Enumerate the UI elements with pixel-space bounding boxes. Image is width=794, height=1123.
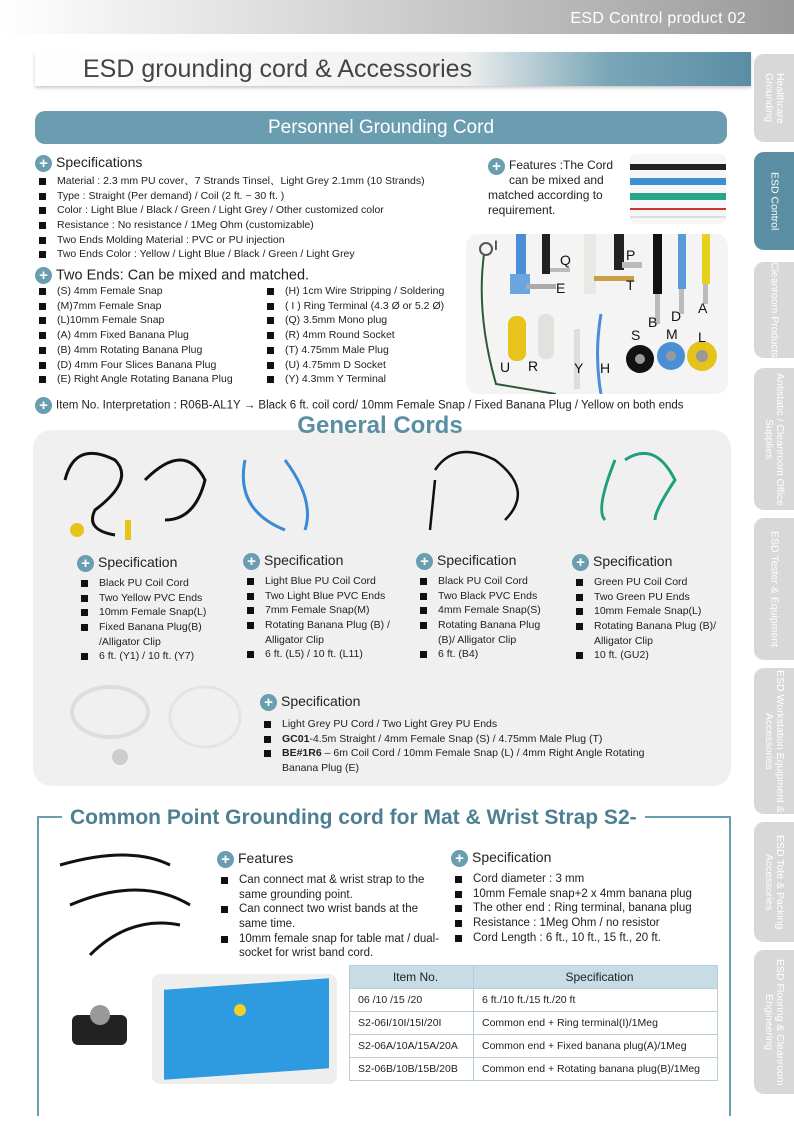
connector-label: Q [560,252,571,268]
connector-label: I [494,237,498,253]
item-text: – 6m Coil Cord / 10mm Female Snap (L) / 4mm Right Angle Rotating Banana Plug (E) [282,747,645,774]
plus-icon: + [451,850,468,867]
card-heading: Specification [437,552,517,568]
end-item: ( I ) Ring Terminal (4.3 Ø or 5.2 Ø) [263,299,444,314]
end-item: (D) 4mm Four Slices Banana Plug [35,358,263,373]
specs-heading: Specifications [56,154,143,170]
card-item: Light Blue PU Coil Cord [243,574,403,589]
feature-item: Can connect mat & wrist strap to the same grounding point. [217,873,449,902]
spec-heading: Specification [472,849,552,865]
end-item: (S) 4mm Female Snap [35,284,263,299]
cords-illustration [55,440,735,550]
cell: S2-06I/10I/15I/20I [350,1012,474,1035]
card-item: Two Green PU Ends [572,590,727,605]
spec-item: Resistance : 1Meg Ohm / no resistor [451,916,731,931]
spec-item: Material : 2.3 mm PU cover、7 Strands Tinsel、Light Grey 2.1mm (10 Strands) [35,174,475,189]
ends-heading: Two Ends: Can be mixed and matched. [56,267,310,284]
connector-label: Y [574,360,584,376]
connector-label: S [631,327,641,343]
end-item: (Q) 3.5mm Mono plug [263,313,444,328]
spec-card-blue [243,552,403,662]
section-label: ESD Control product 02 [570,10,746,27]
plus-icon: + [217,851,234,868]
card-item: Black PU Coil Cord [416,574,556,589]
card-item: 4mm Female Snap(S) [416,603,556,618]
spec-item: Resistance : No resistance / 1Meg Ohm (customizable) [35,218,475,233]
side-tab-cleanroom[interactable]: Cleanroom Products [754,262,794,358]
connector-label: L [698,329,706,345]
col-item-no: Item No. [350,966,474,989]
card-item: Two Black PVC Ends [416,589,556,604]
card-item: Two Light Blue PVC Ends [243,589,403,604]
card-item: Two Yellow PVC Ends [77,591,227,606]
card-item: Rotating Banana Plug (B)/ Alligator Clip [572,619,727,648]
cell: 6 ft./10 ft./15 ft./20 ft [474,989,718,1012]
end-item: (L)10mm Female Snap [35,313,263,328]
spec-item: The other end : Ring terminal, banana plug [451,901,731,916]
general-cords-title: General Cords [297,412,463,439]
feature-item: Can connect two wrist bands at the same time. [217,902,449,931]
side-tab-tester[interactable]: ESD Tester & Equipment [754,518,794,660]
cell: Common end + Fixed banana plug(A)/1Meg [474,1035,718,1058]
card-item: 10mm Female Snap(L) [572,604,727,619]
card-item: Fixed Banana Plug(B) /Alligator Clip [77,620,227,649]
spec-item: 10mm Female snap+2 x 4mm banana plug [451,887,731,902]
spec-item: Cord Length : 6 ft., 10 ft., 15 ft., 20 ft. [451,931,731,946]
common-features [217,850,449,961]
card-heading: Specification [281,693,361,709]
plus-icon: + [243,553,260,570]
spec-item: Two Ends Molding Material : PVC or PU injection [35,233,475,248]
end-item: (T) 4.75mm Male Plug [263,343,444,358]
plus-icon: + [35,267,52,284]
spec-item: Two Ends Color : Yellow / Light Blue / Black / Green / Light Grey [35,247,475,262]
features-note [488,158,623,218]
common-spec [451,849,731,945]
table-row [350,1035,718,1058]
plus-icon: + [77,555,94,572]
side-tab-office[interactable]: Antistatic / Cleanroom Office Supplies [754,368,794,510]
banner-text: Personnel Grounding Cord [267,117,495,138]
cell: S2-06B/10B/15B/20B [350,1058,474,1081]
connector-label: H [600,360,611,376]
connectors-photo [466,234,728,394]
table-row [350,1012,718,1035]
title-bar [35,52,751,86]
card-item: Rotating Banana Plug (B)/ Alligator Clip [416,618,556,647]
side-tab-esd-control[interactable]: ESD Control [754,152,794,250]
plus-icon: + [35,397,52,414]
card-item: 6 ft. (Y1) / 10 ft. (Y7) [77,649,227,664]
end-item: (R) 4mm Round Socket [263,328,444,343]
spec-card-grey [260,693,680,776]
cord-colors-photo [630,154,726,224]
connector-label: E [556,280,566,296]
spec-item: Type : Straight (Per demand) / Coil (2 ft. ~ 30 ft. ) [35,189,475,204]
card-item: 7mm Female Snap(M) [243,603,403,618]
item-table [349,965,718,1081]
card-item: 10 ft. (GU2) [572,648,727,663]
card-item [260,717,680,732]
card-item: Black PU Coil Cord [77,576,227,591]
card-item [260,746,680,775]
connector-label: B [648,314,658,330]
connector-label: A [698,300,708,316]
item-code: GC01 [282,732,310,745]
plus-icon: + [572,554,589,571]
header-bar [0,0,794,34]
grey-cord-illustration [65,672,245,772]
section-banner [35,111,727,144]
item-text: -4.5m Straight / 4mm Female Snap (S) / 4.75mm Male Plug (T) [309,732,603,745]
card-heading: Specification [593,553,673,569]
connector-label: M [666,326,678,342]
spec-item: Color : Light Blue / Black / Green / Light Grey / Other customized color [35,203,475,218]
features-heading: Features [238,850,294,866]
connector-label: T [626,277,635,293]
card-item: 10mm Female Snap(L) [77,605,227,620]
end-item: (B) 4mm Rotating Banana Plug [35,343,263,358]
cell: Common end + Ring terminal(I)/1Meg [474,1012,718,1035]
end-item: (M)7mm Female Snap [35,299,263,314]
features-text: Features :The Cord can be mixed and matched according to requirement. [488,158,614,217]
card-item: Green PU Coil Cord [572,575,727,590]
connector-label: D [671,308,682,324]
end-item: (Y) 4.3mm Y Terminal [263,372,444,387]
end-item: (U) 4.75mm D Socket [263,358,444,373]
common-point-title: Common Point Grounding cord for Mat & Wrist Strap S2- [62,806,645,830]
table-row [350,989,718,1012]
card-heading: Specification [264,552,344,568]
common-cord-illustration [50,845,210,965]
table-row [350,1058,718,1081]
connector-label: U [500,359,511,375]
specifications-block [35,154,475,387]
cell: 06 /10 /15 /20 [350,989,474,1012]
plus-icon: + [488,158,505,175]
spec-item: Cord diameter : 3 mm [451,872,731,887]
plus-icon: + [260,694,277,711]
side-tab-workstation[interactable]: ESD Workstation Equipment & Accessories [754,668,794,814]
end-item: (A) 4mm Fixed Banana Plug [35,328,263,343]
end-item: (E) Right Angle Rotating Banana Plug [35,372,263,387]
mat-photo [152,974,337,1084]
table-header-row [350,966,718,989]
feature-item: 10mm female snap for table mat / dual-socket for wrist band cord. [217,932,449,961]
spec-card-green [572,553,727,663]
cell: S2-06A/10A/15A/20A [350,1035,474,1058]
connector-label: R [528,358,539,374]
cell: Common end + Rotating banana plug(B)/1Meg [474,1058,718,1081]
plus-icon: + [416,553,433,570]
spec-card-black [77,554,227,664]
dual-socket-illustration [60,990,140,1060]
card-item [260,732,680,747]
item-text: Light Grey PU Cord / Two Light Grey PU Ends [282,717,498,730]
plus-icon: + [35,155,52,172]
item-code: BE#1R6 [282,747,322,760]
side-tab-tote[interactable]: ESD Tote & Packing Accessories [754,822,794,942]
end-item: (H) 1cm Wire Stripping / Soldering [263,284,444,299]
card-item: 6 ft. (L5) / 10 ft. (L11) [243,647,403,662]
spec-card-black-2 [416,552,556,662]
interpretation-text: Item No. Interpretation : R06B-AL1Y → Black 6 ft. coil cord/ 10mm Female Snap / Fixed Banana Plug / Yellow on both ends [56,399,684,412]
side-tab-healthcare[interactable]: Healthcare Grounding [754,54,794,142]
card-item: 6 ft. (B4) [416,647,556,662]
card-item: Rotating Banana Plug (B) / Alligator Clip [243,618,403,647]
side-tab-flooring[interactable]: ESD Flooring & Cleanroom Engineering [754,950,794,1094]
card-heading: Specification [98,554,178,570]
connector-label: P [626,247,636,263]
page-title: ESD grounding cord & Accessories [83,55,473,83]
col-spec: Specification [474,966,718,989]
